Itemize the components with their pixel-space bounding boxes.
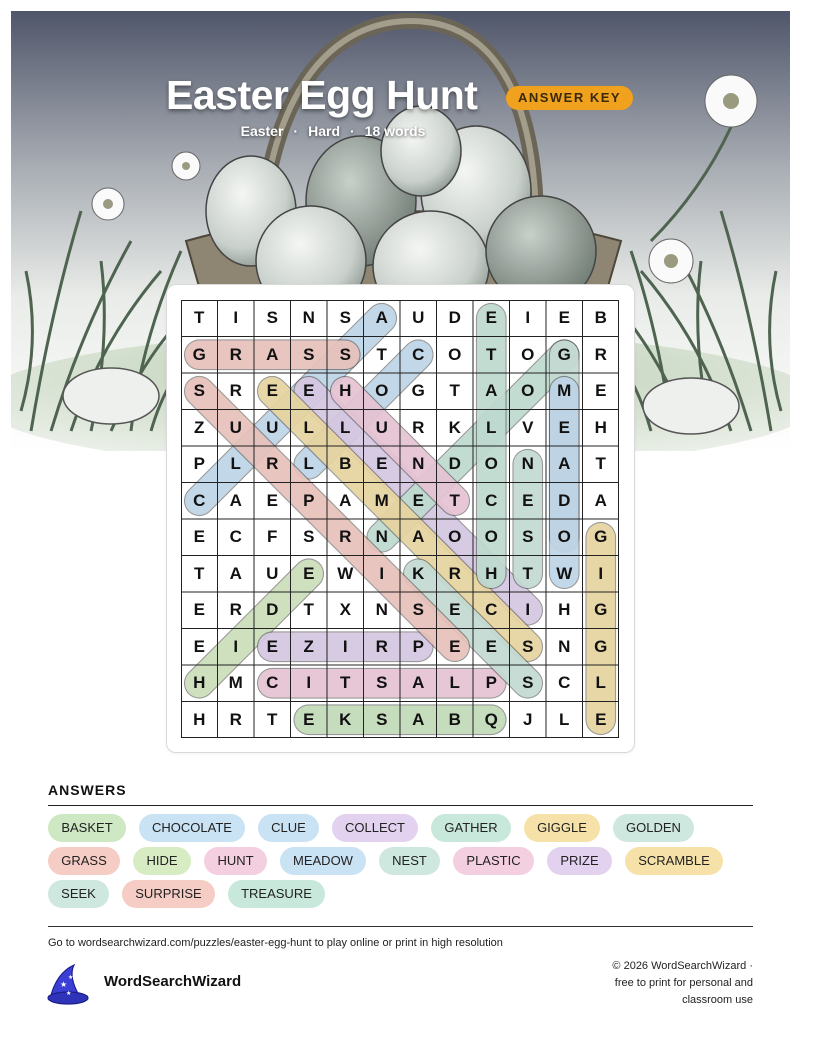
grid-cell: N <box>521 454 534 474</box>
answer-chip-giggle: GIGGLE <box>524 814 600 842</box>
grid-cell: U <box>375 417 388 437</box>
grid-cell: T <box>376 344 387 364</box>
grid-cell: C <box>485 600 498 620</box>
grid-cell: C <box>558 673 571 693</box>
grid-cell: D <box>448 308 461 328</box>
answer-chip-collect: COLLECT <box>332 814 418 842</box>
grid-cell: C <box>485 490 498 510</box>
copyright-line: © 2026 WordSearchWizard · <box>612 960 753 972</box>
grid-cell: T <box>449 490 460 510</box>
grid-cell: N <box>558 636 571 656</box>
separator: · <box>350 123 355 139</box>
grid-cell: L <box>230 454 241 474</box>
grid-cell: W <box>556 563 573 583</box>
grid-cell: C <box>412 344 425 364</box>
answer-key-badge: ANSWER KEY <box>506 86 633 110</box>
wizard-hat-icon <box>46 963 92 1005</box>
answer-chip-meadow: MEADOW <box>280 847 366 875</box>
brand-name: WordSearchWizard <box>104 973 242 990</box>
grid-cell: H <box>193 673 206 693</box>
grid-cell: S <box>522 527 534 547</box>
grid-cell: T <box>522 563 533 583</box>
answers-heading: ANSWERS <box>48 782 127 798</box>
theme-label: Easter <box>240 123 284 139</box>
word-count-label: 18 words <box>364 123 426 139</box>
grid-cell: S <box>376 673 388 693</box>
grid-cell: L <box>595 673 606 693</box>
difficulty-label: Hard <box>308 123 340 139</box>
grid-cell: L <box>303 417 314 437</box>
grid-cell: G <box>557 344 571 364</box>
grid-cell: A <box>229 563 242 583</box>
grid-cell: E <box>595 709 607 729</box>
svg-text:★: ★ <box>60 980 68 989</box>
grid-cell: S <box>522 636 534 656</box>
answer-chip-prize: PRIZE <box>547 847 612 875</box>
grid-cell: P <box>303 490 315 510</box>
grid-cell: L <box>559 709 570 729</box>
grid-cell: A <box>485 381 498 401</box>
grid-cell: K <box>339 709 352 729</box>
grid-cell: A <box>412 673 425 693</box>
grid-cell: H <box>485 563 498 583</box>
divider <box>48 926 753 927</box>
daisy-icon <box>92 188 124 220</box>
svg-text:★: ★ <box>66 990 72 997</box>
grid-cell: N <box>412 454 425 474</box>
grid-cell: R <box>594 344 607 364</box>
grid-cell: T <box>194 308 205 328</box>
grid-cell: K <box>412 563 425 583</box>
grid-cell: H <box>594 417 607 437</box>
grid-cell: G <box>594 636 608 656</box>
grid-cell: I <box>525 600 531 620</box>
grid-cell: A <box>412 709 425 729</box>
grid-cell: A <box>594 490 607 510</box>
grid-cell: B <box>448 709 461 729</box>
grid-cell: E <box>558 417 570 437</box>
grid-cell: M <box>557 381 572 401</box>
grid-cell: E <box>266 636 278 656</box>
grid-cell: S <box>339 308 351 328</box>
grid-cell: E <box>303 709 315 729</box>
grid-cell: S <box>339 344 351 364</box>
answer-chip-grass: GRASS <box>48 847 120 875</box>
grid-cell: R <box>375 636 388 656</box>
copyright-line: free to print for personal and <box>614 977 753 989</box>
grid-cell: E <box>485 636 497 656</box>
grid-cell: B <box>339 454 352 474</box>
grid-cell: U <box>266 563 279 583</box>
answer-chip-hide: HIDE <box>133 847 191 875</box>
page-title: Easter Egg Hunt <box>166 72 478 118</box>
grid-cell: G <box>192 344 206 364</box>
grid-cell: K <box>448 417 461 437</box>
grid-cell: U <box>266 417 279 437</box>
grid-cell: T <box>486 344 497 364</box>
grid-cell: Z <box>194 417 205 437</box>
footer-url-text: Go to wordsearchwizard.com/puzzles/easter-egg-hunt to play online or print in high resolution <box>48 937 503 949</box>
grid-cell: I <box>233 636 239 656</box>
grid-cell: O <box>448 527 462 547</box>
grid-cell: H <box>193 709 206 729</box>
grid-cell: E <box>558 308 570 328</box>
grid-cell: T <box>449 381 460 401</box>
grid-cell: P <box>412 636 424 656</box>
grid-cell: A <box>229 490 242 510</box>
grid-cell: Z <box>303 636 314 656</box>
grid-cell: E <box>193 527 205 547</box>
grid-cell: C <box>266 673 279 693</box>
grid-cell: I <box>525 308 531 328</box>
answer-chip-treasure: TREASURE <box>228 880 325 908</box>
grid-cell: O <box>521 344 535 364</box>
grid-cell: O <box>484 454 498 474</box>
grid-cell: H <box>339 381 352 401</box>
grid-cell: U <box>412 308 425 328</box>
grid-cell: I <box>598 563 604 583</box>
puzzle-meta <box>0 123 666 139</box>
svg-text:★: ★ <box>68 974 74 981</box>
grid-cell: G <box>411 381 425 401</box>
answer-chip-plastic: PLASTIC <box>453 847 534 875</box>
answer-chip-hunt: HUNT <box>204 847 267 875</box>
answer-chip-scramble: SCRAMBLE <box>625 847 723 875</box>
grid-cell: A <box>375 308 388 328</box>
grid-cell: T <box>194 563 205 583</box>
grid-cell: S <box>412 600 424 620</box>
answer-chip-basket: BASKET <box>48 814 126 842</box>
grid-cell: R <box>412 417 425 437</box>
grid-cell: S <box>303 527 315 547</box>
grid-cell: E <box>485 308 497 328</box>
grid-cell: S <box>376 709 388 729</box>
grid-cell: X <box>339 600 351 620</box>
answer-chip-clue: CLUE <box>258 814 319 842</box>
answer-chip-surprise: SURPRISE <box>122 880 215 908</box>
grid-cell: E <box>595 381 607 401</box>
answer-chip-gather: GATHER <box>431 814 511 842</box>
grid-cell: P <box>485 673 497 693</box>
grid-cell: S <box>266 308 278 328</box>
grid-cell: O <box>375 381 389 401</box>
grid-cell: F <box>267 527 278 547</box>
grid-cell: O <box>557 527 571 547</box>
grid-cell: N <box>302 308 315 328</box>
grid-cell: E <box>266 490 278 510</box>
grid-cell: S <box>522 673 534 693</box>
grid-cell: I <box>379 563 385 583</box>
grid-cell: O <box>521 381 535 401</box>
grid-cell: R <box>229 600 242 620</box>
grid-cell: N <box>375 527 388 547</box>
separator: · <box>293 123 299 139</box>
grid-cell: E <box>522 490 534 510</box>
grid-cell: C <box>193 490 206 510</box>
grid-cell: A <box>266 344 279 364</box>
answer-chip-golden: GOLDEN <box>613 814 694 842</box>
grid-cell: B <box>594 308 607 328</box>
grid-cell: T <box>267 709 278 729</box>
grid-cell: S <box>193 381 205 401</box>
grid-cell: E <box>193 636 205 656</box>
grid-cell: L <box>340 417 351 437</box>
grid-cell: D <box>448 454 461 474</box>
grid-cell: S <box>303 344 315 364</box>
answer-chip-seek: SEEK <box>48 880 109 908</box>
letter-grid <box>181 300 619 738</box>
copyright-line: classroom use <box>682 994 753 1006</box>
grid-cell: D <box>266 600 279 620</box>
grid-cell: O <box>484 527 498 547</box>
grid-cell: E <box>449 636 461 656</box>
grid-cell: P <box>193 454 205 474</box>
grid-cell: E <box>376 454 388 474</box>
grid-cell: J <box>523 709 533 729</box>
grid-cell: E <box>303 381 315 401</box>
grid-cell: R <box>266 454 279 474</box>
grid-cell: A <box>412 527 425 547</box>
copyright-notice <box>560 958 753 1009</box>
grid-cell: R <box>339 527 352 547</box>
answer-chip-chocolate: CHOCOLATE <box>139 814 245 842</box>
grid-cell: V <box>522 417 534 437</box>
grid-cell: I <box>342 636 348 656</box>
grid-cell: R <box>448 563 461 583</box>
grid-cell: O <box>448 344 462 364</box>
grid-cell: A <box>339 490 352 510</box>
grid-cell: M <box>228 673 243 693</box>
grid-cell: L <box>303 454 314 474</box>
grid-cell: L <box>486 417 497 437</box>
grid-cell: T <box>303 600 314 620</box>
grid-cell: E <box>303 563 315 583</box>
grid-cell: N <box>375 600 388 620</box>
grid-cell: R <box>229 344 242 364</box>
grid-cell: R <box>229 709 242 729</box>
grid-cell: A <box>558 454 571 474</box>
grid-cell: I <box>233 308 239 328</box>
grid-cell: D <box>558 490 571 510</box>
grid-cell: C <box>229 527 242 547</box>
divider <box>48 805 753 806</box>
grid-cell: M <box>374 490 389 510</box>
grid-cell: H <box>558 600 571 620</box>
grid-cell: W <box>337 563 354 583</box>
grid-cell: E <box>412 490 424 510</box>
grid-cell: E <box>449 600 461 620</box>
grid-cell: R <box>229 381 242 401</box>
grid-cell: Q <box>484 709 498 729</box>
grid-cell: G <box>594 527 608 547</box>
grid-cell: T <box>340 673 351 693</box>
grid-cell: E <box>193 600 205 620</box>
grid-cell: G <box>594 600 608 620</box>
grid-cell: U <box>229 417 242 437</box>
grid-cell: E <box>266 381 278 401</box>
grid-cell: L <box>449 673 460 693</box>
answer-chip-nest: NEST <box>379 847 440 875</box>
grid-cell: T <box>595 454 606 474</box>
grid-cell: I <box>306 673 312 693</box>
